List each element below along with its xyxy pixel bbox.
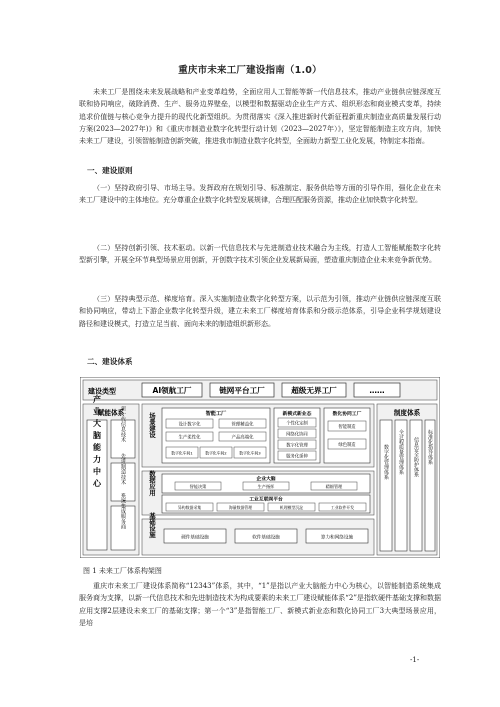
iiot-item-3: 机理模型沉淀: [279, 505, 304, 510]
principle-paragraph-3: （三）坚持典型示范、梯度培育。深入实施制造业数字化转型方案，以示范为引领，推动产业链供应链深度互联和协同响应，带动上下游企业数字化转型升级，建立未来工厂梯度培育体系和分级示范体系，引导企业科学规划建设路径和建设模式，打造立足当前、面向未来的制造组织新形态。: [79, 295, 441, 328]
principle-paragraph-2: （二）坚持创新引领、技术驱动。以新一代信息技术与先进制造业技术融合为主线，打造人工智能赋能数字化转型新引擎，开展全环节典型场景应用创新，开创数字技术引领企业发展新局面，塑造重庆制造企业未来竞争新优势。: [79, 244, 441, 265]
type-label-link: 链网平台工厂: [219, 386, 265, 396]
smart-item-4: 产品高端化: [231, 435, 254, 441]
new-mode-item-3: 数字化管理: [286, 443, 308, 449]
new-mode-item-1: 个性化定制: [286, 421, 308, 427]
standard-col-3: 信息安全防护体系: [413, 437, 419, 477]
principle-paragraph-1: （一）坚持政府引导、市场主导。发挥政府在规划引导、标准制定、服务供给等方面的引导作用，强化企业在未来工厂建设中的主体地位。充分尊重企业数字化转型发展规律，合理匹配服务资源，推动企业加快数字化转型。: [79, 184, 441, 205]
system-paragraph: 重庆市未来工厂建设体系简称“12343”体系，其中，“1”是指以产业大脑能力中心为核心，以智能制造系统集成服务商为支撑，以新一代信息技术和先进制造技术为构成要素的未来工厂建设赋能体系“2”是指软硬件基础支撑和数据应用支撑2层建设未来工厂的基础支撑；第一个“3”是指智能工厂、新模式新业态和数化协同工厂3大典型场景应用，是培: [79, 582, 441, 627]
smart-item-6: 数字化车间2: [205, 450, 227, 456]
standard-col-1: 数字化管理体系: [383, 444, 389, 480]
document-title: 重庆市未来工厂建设指南（1.0）: [178, 65, 322, 76]
new-mode-item-2: 网络化协同: [286, 432, 308, 438]
smart-item-2: 管理精益化: [231, 422, 254, 428]
data-label: 数据应用: [148, 470, 156, 496]
standard-col-2: 全过程质量管理体系: [398, 429, 404, 475]
smart-item-7: 数字化车间3: [239, 450, 261, 456]
new-mode-item-4: 服务化延伸: [286, 454, 308, 460]
smart-item-3: 生产柔性化: [178, 435, 201, 441]
adv-mfg-tech-label: 先进制造技术: [120, 453, 126, 485]
type-label-ai: AI领航工厂: [152, 386, 192, 396]
smart-item-5: 数字化车间1: [171, 450, 193, 456]
section-heading-principles: 一、建设原则: [87, 166, 133, 175]
type-label-more: ……: [369, 386, 385, 396]
standard-col-4: 标准化指导体系: [427, 429, 433, 465]
brain-item-2: 生产指挥: [257, 484, 275, 489]
enterprise-brain-title: 企业大脑: [256, 476, 276, 482]
new-gen-tech-label: 新一代信息技术: [120, 405, 126, 443]
page-number: -1-: [410, 656, 420, 664]
type-label-super: 超级无界工厂: [291, 386, 337, 396]
architecture-diagram: [80, 377, 440, 558]
brain-item-1: 智能决策: [189, 484, 207, 489]
smart-item-1: 设计数字化: [178, 422, 201, 428]
standard-title: 制度体系: [393, 409, 421, 417]
new-mode-title: 新模式新业态: [282, 412, 312, 417]
smart-factory-title: 智能工厂: [205, 411, 227, 417]
scene-label: 场景建设: [148, 412, 156, 438]
coord-item-1: 智能制造: [338, 425, 356, 430]
iiot-platform-title: 工业互联网平台: [249, 497, 283, 503]
industry-brain-label: 产业大脑能力中心: [92, 395, 102, 491]
section-heading-system: 二、建设体系: [87, 357, 133, 366]
sys-integrator-label: 系统集成服务商: [120, 492, 126, 530]
infra-item-3: 算力和网络设施: [320, 535, 354, 541]
infra-item-2: 软件基础设施: [252, 535, 280, 541]
types-row-label: 建设类型: [88, 387, 116, 396]
coord-item-2: 绿色制造: [338, 443, 356, 448]
iiot-item-1: 异构数据采集: [177, 505, 202, 510]
iiot-item-4: 工业软件开发: [330, 505, 355, 510]
intro-paragraph: 未来工厂是围绕未来发展战略和产业变革趋势，全面应用人工智能等新一代信息技术，推动产业链供应链深度互联和协同响应，破除消费、生产、服务边界壁垒，以模型和数据驱动企业生产方式、组织形态和商业模式变革，持续追求价值链与核心竞争力提升的现代化新型组织。为贯彻落实《深入推进新时代新征程新重庆制造业高质量发展行动方案(2023—2027年)》和《重庆市制造业数字化转型行动计划（2023—2027年）》，坚定智能制造主攻方向，加快未来工厂建设，引领智能制造创新突破，推进我市制造业数字化转型，全面助力新型工业化发展，特制定本指南。: [79, 88, 441, 146]
infra-item-1: 硬件基础设施: [181, 535, 209, 541]
empower-title: 赋能体系: [97, 409, 125, 417]
brain-item-3: 精细管理: [325, 484, 343, 489]
infra-label: 基础设施: [148, 512, 156, 538]
figure-caption: 图 1 未来工厂体系构架图: [83, 567, 162, 575]
iiot-item-2: 海量数据管理: [228, 505, 253, 510]
coord-factory-title: 数化协同工厂: [332, 412, 362, 417]
